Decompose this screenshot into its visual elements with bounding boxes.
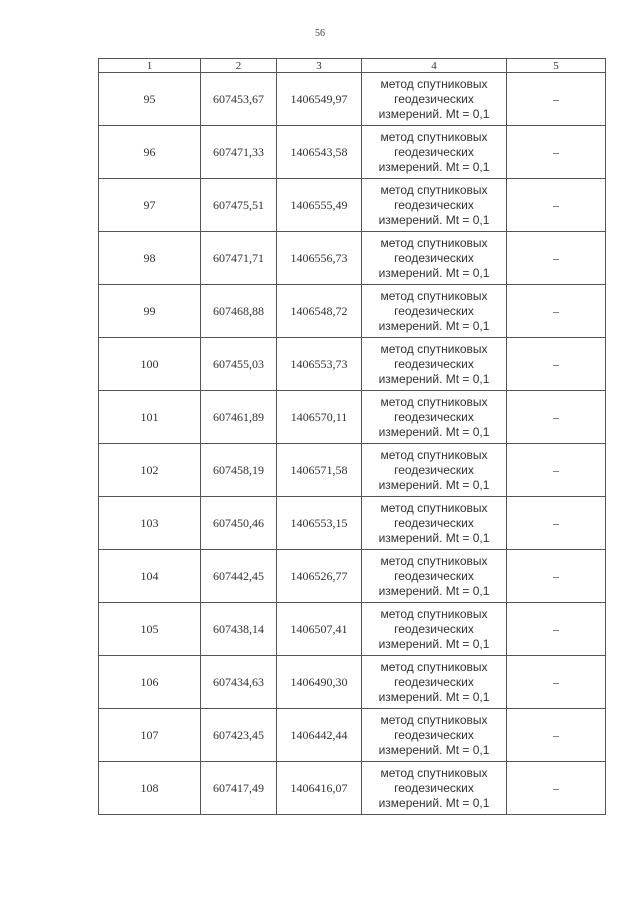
column-5-cell: – <box>507 550 606 603</box>
y-coordinate-cell: 1406526,77 <box>277 550 362 603</box>
header-col-4: 4 <box>362 59 507 73</box>
x-coordinate-cell: 607468,88 <box>201 285 277 338</box>
method-line: измерений. Mt = 0,1 <box>378 212 490 227</box>
column-5-cell: – <box>507 338 606 391</box>
column-5-cell: – <box>507 126 606 179</box>
method-line: геодезических <box>394 515 474 530</box>
table-row <box>99 603 606 656</box>
method-line: геодезических <box>394 303 474 318</box>
method-cell <box>362 709 507 762</box>
point-number-cell: 97 <box>99 179 201 232</box>
column-5-cell: – <box>507 497 606 550</box>
point-number-cell: 105 <box>99 603 201 656</box>
method-line: геодезических <box>394 780 474 795</box>
method-cell <box>362 179 507 232</box>
table-row <box>99 497 606 550</box>
method-line: измерений. Mt = 0,1 <box>378 159 490 174</box>
table-row <box>99 285 606 338</box>
table-row <box>99 126 606 179</box>
y-coordinate-cell: 1406416,07 <box>277 762 362 815</box>
method-line: измерений. Mt = 0,1 <box>378 371 490 386</box>
table-row <box>99 550 606 603</box>
method-line: геодезических <box>394 356 474 371</box>
method-line: геодезических <box>394 409 474 424</box>
method-line: метод спутниковых <box>380 288 488 303</box>
x-coordinate-cell: 607434,63 <box>201 656 277 709</box>
point-number-cell: 106 <box>99 656 201 709</box>
y-coordinate-cell: 1406553,15 <box>277 497 362 550</box>
page-number: 56 <box>315 28 325 39</box>
method-line: метод спутниковых <box>380 553 488 568</box>
y-coordinate-cell: 1406549,97 <box>277 73 362 126</box>
header-col-2: 2 <box>201 59 277 73</box>
method-cell <box>362 444 507 497</box>
method-cell <box>362 656 507 709</box>
method-line: метод спутниковых <box>380 235 488 250</box>
point-number-cell: 99 <box>99 285 201 338</box>
x-coordinate-cell: 607471,71 <box>201 232 277 285</box>
point-number-cell: 96 <box>99 126 201 179</box>
method-cell <box>362 126 507 179</box>
method-line: геодезических <box>394 674 474 689</box>
method-line: измерений. Mt = 0,1 <box>378 265 490 280</box>
x-coordinate-cell: 607423,45 <box>201 709 277 762</box>
column-5-cell: – <box>507 762 606 815</box>
table-row <box>99 709 606 762</box>
method-line: геодезических <box>394 462 474 477</box>
method-line: геодезических <box>394 727 474 742</box>
method-cell <box>362 603 507 656</box>
method-cell <box>362 497 507 550</box>
table-row <box>99 179 606 232</box>
method-cell <box>362 550 507 603</box>
point-number-cell: 101 <box>99 391 201 444</box>
method-line: геодезических <box>394 568 474 583</box>
x-coordinate-cell: 607461,89 <box>201 391 277 444</box>
point-number-cell: 98 <box>99 232 201 285</box>
y-coordinate-cell: 1406548,72 <box>277 285 362 338</box>
method-line: метод спутниковых <box>380 712 488 727</box>
y-coordinate-cell: 1406490,30 <box>277 656 362 709</box>
y-coordinate-cell: 1406543,58 <box>277 126 362 179</box>
y-coordinate-cell: 1406556,73 <box>277 232 362 285</box>
point-number-cell: 108 <box>99 762 201 815</box>
method-cell <box>362 285 507 338</box>
y-coordinate-cell: 1406570,11 <box>277 391 362 444</box>
method-line: геодезических <box>394 621 474 636</box>
table-row <box>99 73 606 126</box>
x-coordinate-cell: 607438,14 <box>201 603 277 656</box>
method-line: измерений. Mt = 0,1 <box>378 583 490 598</box>
method-line: метод спутниковых <box>380 394 488 409</box>
x-coordinate-cell: 607450,46 <box>201 497 277 550</box>
method-line: измерений. Mt = 0,1 <box>378 318 490 333</box>
method-line: геодезических <box>394 197 474 212</box>
method-line: метод спутниковых <box>380 129 488 144</box>
x-coordinate-cell: 607458,19 <box>201 444 277 497</box>
x-coordinate-cell: 607475,51 <box>201 179 277 232</box>
header-row <box>99 59 606 73</box>
method-line: метод спутниковых <box>380 659 488 674</box>
method-line: измерений. Mt = 0,1 <box>378 477 490 492</box>
method-line: геодезических <box>394 91 474 106</box>
table-row <box>99 391 606 444</box>
table-row <box>99 338 606 391</box>
column-5-cell: – <box>507 444 606 497</box>
x-coordinate-cell: 607417,49 <box>201 762 277 815</box>
method-line: измерений. Mt = 0,1 <box>378 424 490 439</box>
y-coordinate-cell: 1406507,41 <box>277 603 362 656</box>
method-line: измерений. Mt = 0,1 <box>378 795 490 810</box>
method-line: измерений. Mt = 0,1 <box>378 106 490 121</box>
column-5-cell: – <box>507 603 606 656</box>
column-5-cell: – <box>507 179 606 232</box>
method-line: метод спутниковых <box>380 76 488 91</box>
column-5-cell: – <box>507 656 606 709</box>
x-coordinate-cell: 607453,67 <box>201 73 277 126</box>
y-coordinate-cell: 1406571,58 <box>277 444 362 497</box>
y-coordinate-cell: 1406555,49 <box>277 179 362 232</box>
y-coordinate-cell: 1406442,44 <box>277 709 362 762</box>
method-line: измерений. Mt = 0,1 <box>378 742 490 757</box>
point-number-cell: 95 <box>99 73 201 126</box>
method-line: метод спутниковых <box>380 447 488 462</box>
method-line: измерений. Mt = 0,1 <box>378 689 490 704</box>
coordinates-table <box>98 58 606 815</box>
header-col-5: 5 <box>507 59 606 73</box>
table-body <box>99 73 606 815</box>
method-cell <box>362 391 507 444</box>
method-cell <box>362 762 507 815</box>
point-number-cell: 107 <box>99 709 201 762</box>
method-line: метод спутниковых <box>380 500 488 515</box>
method-cell <box>362 232 507 285</box>
point-number-cell: 100 <box>99 338 201 391</box>
point-number-cell: 102 <box>99 444 201 497</box>
table-row <box>99 656 606 709</box>
header-col-3: 3 <box>277 59 362 73</box>
y-coordinate-cell: 1406553,73 <box>277 338 362 391</box>
point-number-cell: 103 <box>99 497 201 550</box>
method-cell <box>362 73 507 126</box>
table-row <box>99 232 606 285</box>
column-5-cell: – <box>507 709 606 762</box>
method-line: геодезических <box>394 144 474 159</box>
method-line: геодезических <box>394 250 474 265</box>
x-coordinate-cell: 607455,03 <box>201 338 277 391</box>
column-5-cell: – <box>507 391 606 444</box>
point-number-cell: 104 <box>99 550 201 603</box>
method-line: метод спутниковых <box>380 606 488 621</box>
x-coordinate-cell: 607442,45 <box>201 550 277 603</box>
method-line: метод спутниковых <box>380 765 488 780</box>
column-5-cell: – <box>507 73 606 126</box>
method-line: измерений. Mt = 0,1 <box>378 530 490 545</box>
method-line: метод спутниковых <box>380 341 488 356</box>
x-coordinate-cell: 607471,33 <box>201 126 277 179</box>
column-5-cell: – <box>507 285 606 338</box>
table-row <box>99 444 606 497</box>
method-line: измерений. Mt = 0,1 <box>378 636 490 651</box>
method-line: метод спутниковых <box>380 182 488 197</box>
column-5-cell: – <box>507 232 606 285</box>
method-cell <box>362 338 507 391</box>
header-col-1: 1 <box>99 59 201 73</box>
table-row <box>99 762 606 815</box>
